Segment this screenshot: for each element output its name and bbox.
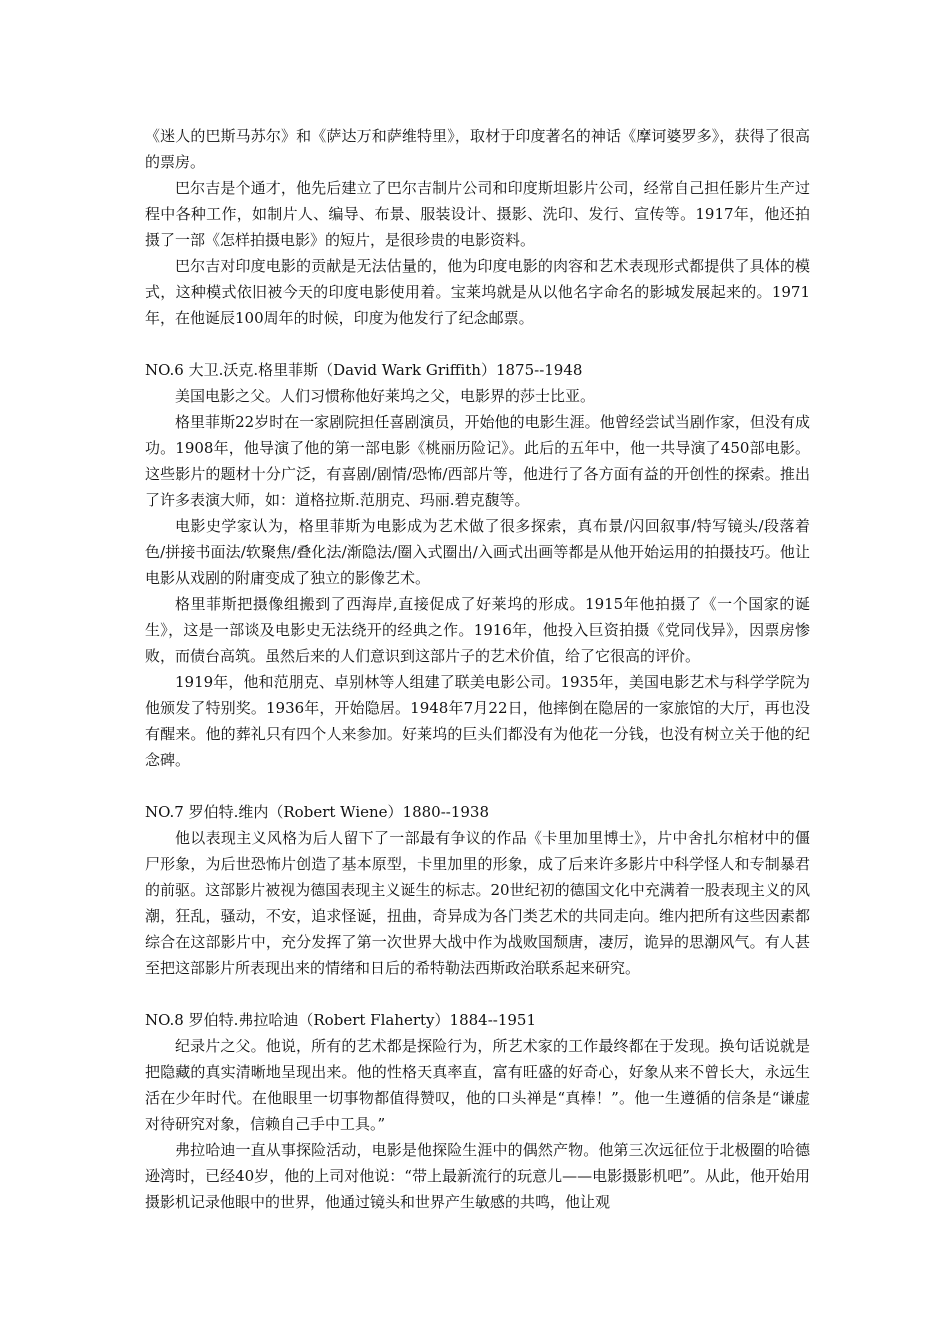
section-paragraph: 美国电影之父。人们习惯称他好莱坞之父，电影界的莎士比亚。	[175, 387, 596, 405]
document-page	[145, 123, 810, 1215]
section-paragraph: 格里菲斯把摄像组搬到了西海岸,直接促成了好莱坞的形成。1915年他拍摄了《一个国家的诞生》，这是一部谈及电影史无法绕开的经典之作。1916年，他投入巨资拍摄《党同伐异》，因票房惨败，而债台高筑。虽然后来的人们意识到这部片子的艺术价值，给了它很高的评价。	[145, 595, 810, 665]
section-paragraph: 格里菲斯22岁时在一家剧院担任喜剧演员，开始他的电影生涯。他曾经尝试当剧作家，但没有成功。1908年，他导演了他的第一部电影《桃丽历险记》。此后的五年中，他一共导演了450部电影。这些影片的题材十分广泛，有喜剧/剧情/恐怖/西部片等，他进行了各方面有益的开创性的探索。推出了许多表演大师，如：道格拉斯.范朋克、玛丽.碧克馥等。	[145, 413, 810, 509]
section-heading: NO.7 罗伯特.维内（Robert Wiene）1880--1938	[145, 803, 490, 821]
section-paragraph: 1919年，他和范朋克、卓别林等人组建了联美电影公司。1935年，美国电影艺术与科学学院为他颁发了特别奖。1936年，开始隐居。1948年7月22日，他摔倒在隐居的一家旅馆的大厅，再也没有醒来。他的葬礼只有四个人来参加。好莱坞的巨头们都没有为他花一分钱，也没有树立关于他的纪念碑。	[145, 673, 810, 769]
intro-paragraph-3: 巴尔吉对印度电影的贡献是无法估量的，他为印度电影的肉容和艺术表现形式都提供了具体的模式，这种模式依旧被今天的印度电影使用着。宝莱坞就是从以他名字命名的影城发展起来的。1971年，在他诞辰100周年的时候，印度为他发行了纪念邮票。	[145, 257, 810, 327]
section-flaherty	[145, 1007, 810, 1215]
section-wiene	[145, 799, 810, 981]
section-paragraph: 纪录片之父。他说，所有的艺术都是探险行为，所艺术家的工作最终都在于发现。换句话说就是把隐藏的真实清晰地呈现出来。他的性格天真率直，富有旺盛的好奇心，好象从来不曾长大，永远生活在少年时代。在他眼里一切事物都值得赞叹，他的口头禅是“真棒！”。他一生遵循的信条是“谦虚对待研究对象，信赖自己手中工具。”	[145, 1037, 810, 1133]
section-paragraph: 弗拉哈迪一直从事探险活动，电影是他探险生涯中的偶然产物。他第三次远征位于北极圈的哈德逊湾时，已经40岁，他的上司对他说：“带上最新流行的玩意儿——电影摄影机吧”。从此，他开始用摄影机记录他眼中的世界，他通过镜头和世界产生敏感的共鸣，他让观	[145, 1141, 810, 1211]
intro-paragraph-2: 巴尔吉是个通才，他先后建立了巴尔吉制片公司和印度斯坦影片公司，经常自己担任影片生产过程中各种工作，如制片人、编导、布景、服装设计、摄影、洗印、发行、宣传等。1917年，他还拍摄了一部《怎样拍摄电影》的短片，是很珍贵的电影资料。	[145, 179, 810, 249]
intro-paragraph-1: 《迷人的巴斯马苏尔》和《萨达万和萨维特里》，取材于印度著名的神话《摩诃婆罗多》，获得了很高的票房。	[145, 127, 810, 171]
section-paragraph: 他以表现主义风格为后人留下了一部最有争议的作品《卡里加里博士》，片中舍扎尔棺材中的僵尸形象，为后世恐怖片创造了基本原型，卡里加里的形象，成了后来许多影片中科学怪人和专制暴君的前驱。这部影片被视为德国表现主义诞生的标志。20世纪初的德国文化中充满着一股表现主义的风潮，狂乱，骚动，不安，追求怪诞，扭曲，奇异成为各门类艺术的共同走向。维内把所有这些因素都综合在这部影片中，充分发挥了第一次世界大战中作为战败国颓唐，凄厉，诡异的思潮风气。有人甚至把这部影片所表现出来的情绪和日后的希特勒法西斯政治联系起来研究。	[145, 829, 810, 977]
section-griffith	[145, 357, 810, 773]
section-paragraph: 电影史学家认为，格里菲斯为电影成为艺术做了很多探索，真布景/闪回叙事/特写镜头/段落着色/拼接书面法/软聚焦/叠化法/渐隐法/圈入式圈出/入画式出画等都是从他开始运用的拍摄技巧。他让电影从戏剧的附庸变成了独立的影像艺术。	[145, 517, 810, 587]
section-heading: NO.6 大卫.沃克.格里菲斯（David Wark Griffith）1875--1948	[145, 361, 583, 379]
section-heading: NO.8 罗伯特.弗拉哈迪（Robert Flaherty）1884--1951	[145, 1011, 537, 1029]
